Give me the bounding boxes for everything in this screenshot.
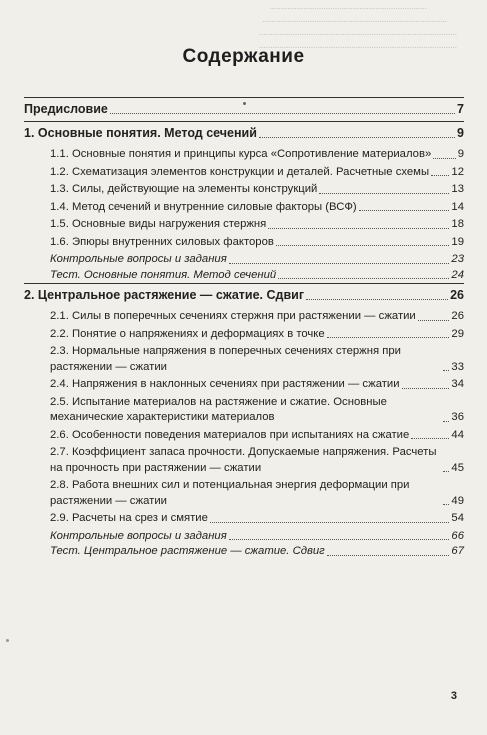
toc-entry-title: 1.4. Метод сечений и внутренние силовые факторы (ВСФ) [50, 200, 357, 213]
toc-leader-dots [229, 539, 450, 540]
toc-entry-title: 2.7. Коэффициент запаса прочности. Допускаемые напряжения. Расчеты на прочность при растяжении — сжатии [50, 446, 437, 474]
toc-entry[interactable] [24, 327, 464, 343]
toc-entry-title: Тест. Основные понятия. Метод сечений [50, 268, 277, 281]
toc-entry-title: 2.6. Особенности поведения материалов при испытаниях на сжатие [50, 428, 410, 441]
toc-entry-page: 44 [451, 428, 464, 441]
toc-leader-dots [327, 555, 450, 556]
toc-leader-dots [418, 320, 450, 321]
toc-entry-page: 26 [451, 310, 464, 322]
toc-entry[interactable] [24, 147, 464, 163]
toc-entry-page: 13 [451, 183, 464, 195]
toc-entry-title: 1. Основные понятия. Метод сечений [24, 126, 257, 140]
toc-entry-page: 14 [451, 200, 464, 213]
toc-entry[interactable] [24, 544, 464, 560]
toc-entry-page: 54 [451, 512, 464, 524]
toc-entry-title: 1.3. Силы, действующие на элементы конструкций [50, 183, 318, 195]
toc-entry[interactable] [24, 98, 464, 121]
toc-leader-dots [411, 438, 449, 439]
toc-leader-dots [443, 504, 449, 505]
toc-leader-dots [327, 337, 450, 338]
toc-leader-dots [306, 299, 448, 300]
toc-entry-title: 2.9. Расчеты на срез и смятие [50, 512, 208, 524]
toc-entry-title: Контрольные вопросы и задания [50, 529, 227, 542]
toc-entry[interactable] [24, 268, 464, 284]
toc-entry-title: 1.6. Эпюры внутренних силовых факторов [50, 235, 274, 248]
toc-leader-dots [259, 137, 455, 138]
toc-entry-page: 7 [457, 102, 464, 116]
toc-entry[interactable] [24, 529, 464, 545]
toc-entry[interactable] [24, 284, 464, 307]
toc-entry[interactable] [24, 217, 464, 233]
toc-leader-dots [268, 228, 449, 229]
toc-entry-page: 12 [451, 165, 464, 178]
toc-entry-page: 24 [451, 268, 464, 281]
toc-entry[interactable] [24, 182, 464, 198]
toc-leader-dots [443, 471, 449, 472]
table-of-contents [24, 97, 464, 560]
toc-entry[interactable] [24, 377, 464, 393]
toc-entry-title: 1.2. Схематизация элементов конструкции и деталей. Расчетные схемы [50, 165, 430, 178]
toc-entry[interactable] [24, 252, 464, 268]
toc-entry-title: 2.1. Силы в поперечных сечениях стержня при растяжении — сжатии [50, 310, 416, 322]
toc-entry-title: 2. Центральное растяжение — сжатие. Сдвиг [24, 288, 305, 302]
toc-leader-dots [431, 175, 449, 176]
toc-leader-dots [443, 421, 449, 422]
toc-entry-page: 36 [451, 411, 464, 423]
toc-entry-page: 9 [457, 126, 464, 140]
toc-leader-dots [443, 370, 449, 371]
toc-leader-dots [359, 210, 450, 211]
toc-entry-page: 67 [451, 545, 464, 557]
toc-entry-title: Предисловие [24, 102, 108, 116]
toc-entry-title: 2.4. Напряжения в наклонных сечениях при растяжении — сжатии [50, 378, 400, 390]
toc-leader-dots [319, 193, 449, 194]
page-title: Содержание [182, 46, 305, 67]
toc-leader-dots [278, 278, 449, 279]
toc-entry[interactable] [24, 428, 464, 444]
toc-entry-title: 1.1. Основные понятия и принципы курса «Сопротивление материалов» [50, 148, 432, 160]
toc-entry-page: 26 [450, 288, 464, 302]
toc-entry[interactable] [24, 478, 464, 509]
toc-leader-dots [110, 113, 455, 114]
toc-entry-title: 2.8. Работа внешних сил и потенциальная энергия деформации при растяжении — сжатии [50, 479, 410, 507]
toc-leader-dots [276, 245, 450, 246]
toc-entry-page: 33 [451, 360, 464, 373]
page-number: 3 [450, 690, 457, 702]
toc-entry-page: 29 [451, 327, 464, 340]
toc-leader-dots [433, 158, 455, 159]
toc-entry-page: 45 [451, 461, 464, 474]
toc-entry-title: Контрольные вопросы и задания [50, 253, 227, 265]
toc-entry-title: 1.5. Основные виды нагружения стержня [50, 218, 267, 230]
toc-leader-dots [229, 263, 450, 264]
toc-entry-page: 18 [451, 218, 464, 230]
bleed-through-text: ...................................................................... .................................................................................. ........................................................................................ ........................................................................................ [259, 1, 457, 50]
toc-entry-page: 34 [451, 378, 464, 390]
toc-leader-dots [210, 522, 450, 523]
toc-entry[interactable] [24, 511, 464, 527]
toc-entry[interactable] [24, 165, 464, 181]
toc-entry-title: Тест. Центральное растяжение — сжатие. Сдвиг [50, 545, 325, 557]
toc-entry[interactable] [24, 344, 464, 375]
toc-entry[interactable] [24, 445, 464, 476]
toc-entry-page: 19 [451, 235, 464, 248]
toc-entry[interactable] [24, 395, 464, 426]
print-mark [6, 639, 9, 642]
toc-entry[interactable] [24, 235, 464, 251]
toc-entry-title: 2.3. Нормальные напряжения в поперечных сечениях стержня при растяжении — сжатии [50, 345, 401, 373]
toc-entry-page: 9 [457, 148, 464, 160]
toc-entry-title: 2.2. Понятие о напряжениях и деформациях в точке [50, 327, 325, 340]
toc-leader-dots [402, 388, 450, 389]
toc-entry-page: 23 [451, 253, 464, 265]
toc-entry[interactable] [24, 122, 464, 145]
toc-entry[interactable] [24, 309, 464, 325]
toc-entry[interactable] [24, 200, 464, 216]
toc-entry-page: 66 [451, 529, 464, 542]
toc-entry-title: 2.5. Испытание материалов на растяжение и сжатие. Основные механические характеристики материалов [50, 395, 387, 423]
toc-entry-page: 49 [451, 494, 464, 507]
